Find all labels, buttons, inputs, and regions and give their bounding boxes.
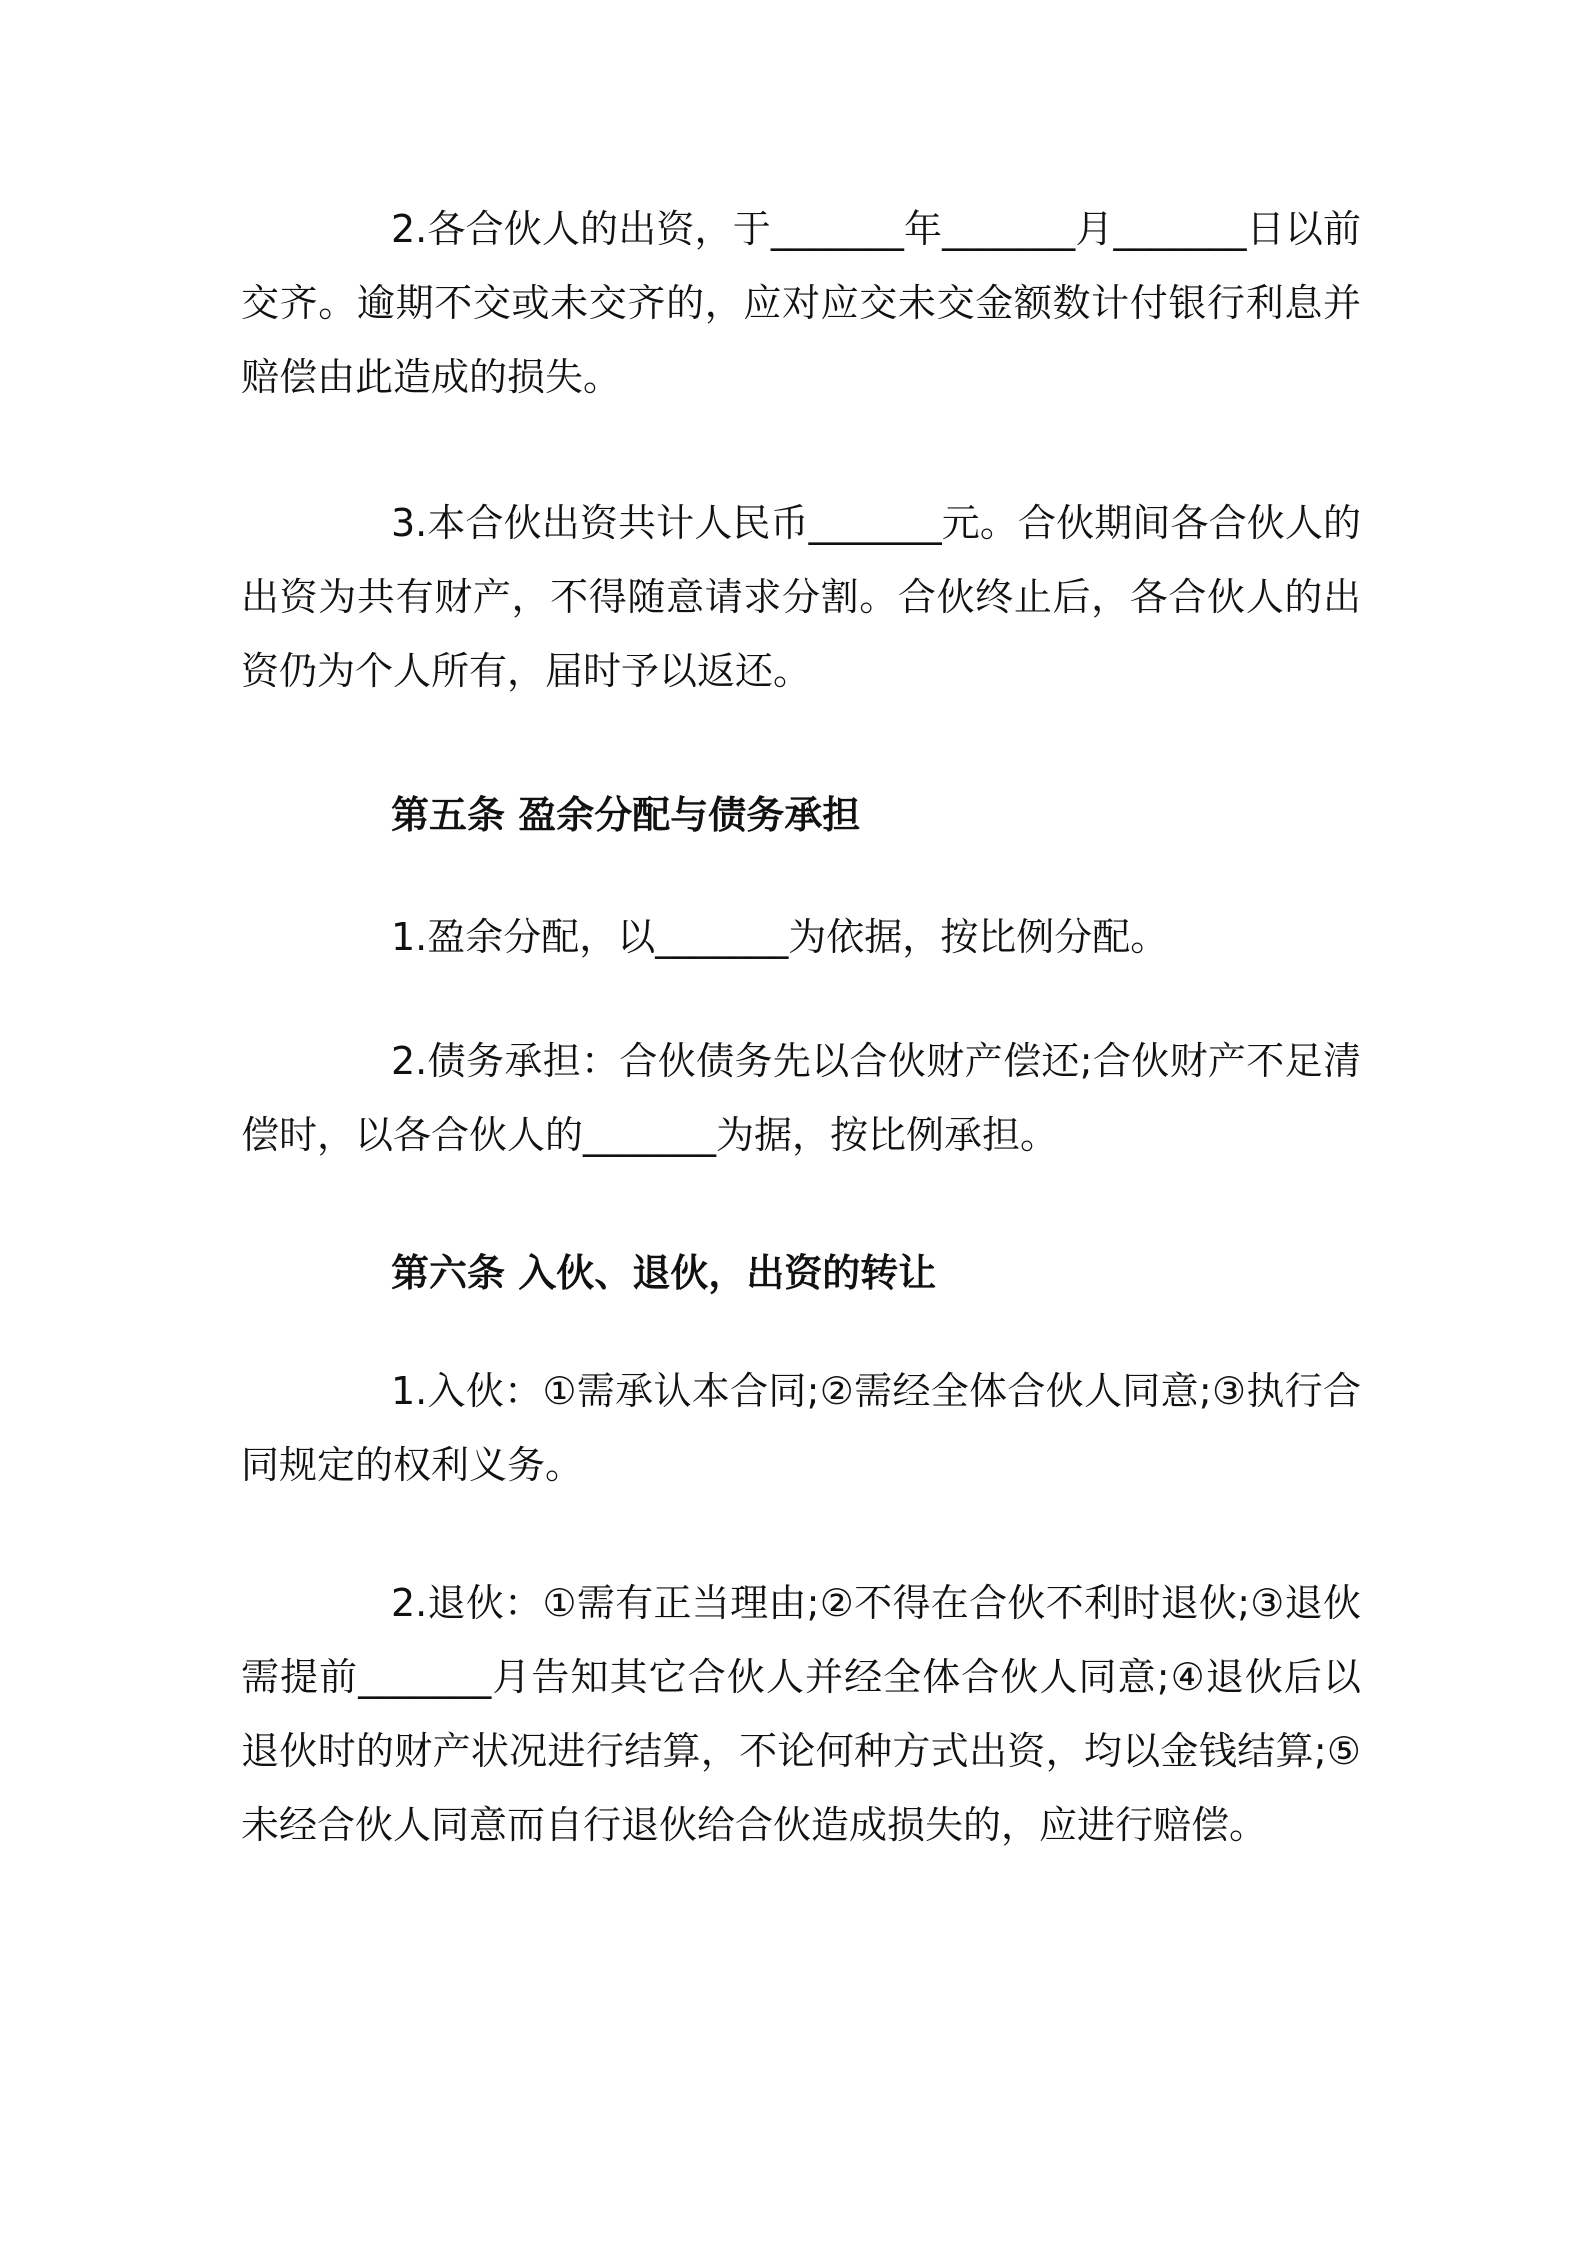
paragraph-profit-distribution: 1.盈余分配，以_______为依据，按比例分配。 xyxy=(391,915,1169,959)
heading-article-6: 第六条 入伙、退伙，出资的转让 xyxy=(391,1251,937,1295)
paragraph-admission: 1.入伙：①需承认本合同;②需经全体合伙人同意;③执行合同规定的权利义务。 xyxy=(241,1369,1361,1487)
paragraph-contribution-deadline: 2.各合伙人的出资，于_______年_______月_______日以前交齐。逾期不交或未交齐的，应对应交未交金额数计付银行利息并赔偿由此造成的损失。 xyxy=(241,207,1361,399)
heading-article-5: 第五条 盈余分配与债务承担 xyxy=(391,793,861,837)
paragraph-debt-liability: 2.债务承担：合伙债务先以合伙财产偿还;合伙财产不足清偿时，以各合伙人的_______为据，按比例承担。 xyxy=(241,1039,1361,1157)
paragraph-withdrawal: 2.退伙：①需有正当理由;②不得在合伙不利时退伙;③退伙需提前_______月告知其它合伙人并经全体合伙人同意;④退伙后以退伙时的财产状况进行结算，不论何种方式出资，均以金钱结算;⑤未经合伙人同意而自行退伙给合伙造成损失的，应进行赔偿。 xyxy=(241,1581,1361,1847)
paragraph-total-contribution: 3.本合伙出资共计人民币_______元。合伙期间各合伙人的出资为共有财产，不得随意请求分割。合伙终止后，各合伙人的出资仍为个人所有，届时予以返还。 xyxy=(241,501,1361,693)
